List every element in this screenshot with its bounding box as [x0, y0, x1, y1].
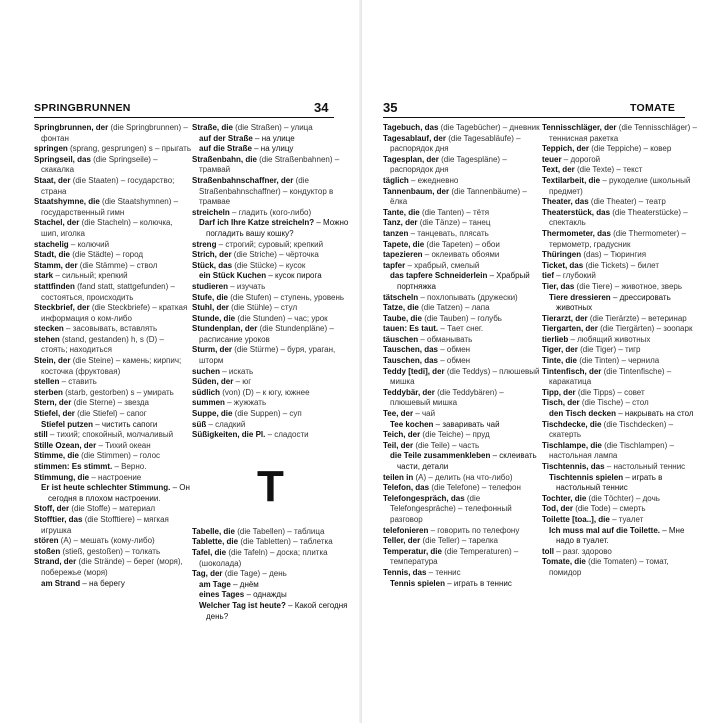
- dictionary-entry: Textilarbeit, die – рукоделие (школьный предмет): [542, 175, 691, 196]
- dictionary-entry: streicheln – гладить (кого-либо): [192, 207, 312, 217]
- dictionary-entry: tauen: Es taut. – Тает снег.: [383, 324, 484, 334]
- dictionary-entry: Tannenbaum, der (die Tannenbäume) – ёлка: [383, 186, 527, 207]
- dictionary-entry: Tablette, die (die Tabletten) – таблетка: [192, 537, 333, 547]
- right-column-2: [542, 123, 699, 579]
- example-phrase: Tennis spielen – играть в теннис: [390, 578, 512, 588]
- dictionary-entry: Süden, der – юг: [192, 377, 252, 387]
- dictionary-entry: Tomate, die (die Tomaten) – томат, помидор: [542, 557, 669, 577]
- example-phrase: das tapfere Schneiderlein – Храбрый портняжка: [390, 271, 530, 291]
- header-rule-left: [34, 117, 334, 118]
- left-column-2-top: [192, 123, 349, 441]
- dictionary-entry: Tapete, die (die Tapeten) – обои: [383, 239, 500, 249]
- left-column-2-bottom: [192, 527, 349, 622]
- example-phrase: Welcher Tag ist heute? – Какой сегодня день?: [199, 600, 348, 621]
- dictionary-entry: Steckbrief, der (die Steckbriefe) – краткая информация о ком-либо: [34, 303, 188, 323]
- dictionary-entry: Telefon, das (die Telefone) – телефон: [383, 483, 521, 493]
- left-column-1: [34, 123, 191, 589]
- dictionary-entry: telefonieren – говорить по телефону: [383, 525, 520, 535]
- dictionary-entry: tief – глубокий: [542, 271, 596, 281]
- dictionary-entry: Tennisschläger, der (die Tennisschläger) – теннисная ракетка: [542, 123, 697, 143]
- dictionary-entry: Tagebuch, das (die Tagebücher) – дневник: [383, 123, 540, 132]
- dictionary-entry: Thermometer, das (die Thermometer) – термометр, градусник: [542, 228, 686, 249]
- example-phrase: Tiere dressieren – дрессировать животных: [549, 292, 671, 313]
- dictionary-entry: Tagesplan, der (die Tagespläne) – распорядок дня: [383, 154, 507, 175]
- dictionary-entry: Stufe, die (die Stufen) – ступень, уровень: [192, 292, 345, 302]
- dictionary-entry: Tod, der (die Tode) – смерть: [542, 504, 646, 514]
- example-phrase: am Tage – днём: [199, 579, 259, 589]
- dictionary-entry: Stoff, der (die Stoffe) – материал: [34, 504, 156, 514]
- dictionary-entry: Springseil, das (die Springseile) – скакалка: [34, 154, 158, 175]
- dictionary-entry: Taube, die (die Tauben) – голубь: [383, 313, 502, 323]
- dictionary-entry: Straßenbahnschaffner, der (die Straßenbahnschaffner) – кондуктор в трамвае: [192, 175, 334, 207]
- dictionary-entry: Sturm, der (die Stürme) – буря, ураган, шторм: [192, 345, 336, 366]
- dictionary-entry: Text, der (die Texte) – текст: [542, 165, 643, 175]
- dictionary-entry: Toilette [toa..], die – туалет: [542, 514, 644, 524]
- dictionary-entry: Stundenplan, der (die Stundenpläne) – расписание уроков: [192, 324, 334, 344]
- dictionary-entry: Temperatur, die (die Temperaturen) – температура: [383, 546, 519, 567]
- example-phrase: Ich muss mal auf die Toilette. – Мне надо в туалет.: [549, 525, 685, 546]
- section-letter: T: [257, 461, 284, 511]
- right-column-1: [383, 123, 540, 589]
- dictionary-entry: Stadt, die (die Städte) – город: [34, 250, 144, 260]
- dictionary-entry: Stimme, die (die Stimmen) – голос: [34, 451, 161, 461]
- dictionary-entry: tanzen – танцевать, плясать: [383, 228, 489, 238]
- dictionary-entry: Tintenfisch, der (die Tintenfische) – каракатица: [542, 366, 672, 387]
- dictionary-entry: Tauschen, das – обмен: [383, 356, 471, 366]
- dictionary-entry: Stunde, die (die Stunden) – час; урок: [192, 313, 328, 323]
- dictionary-entry: Stachel, der (die Stacheln) – колючка, шип, иголка: [34, 218, 173, 238]
- page-number-left: 34: [314, 100, 329, 115]
- example-phrase: Darf ich Ihre Katze streicheln? – Можно погладить вашу кошку?: [199, 218, 349, 238]
- dictionary-entry: Tafel, die (die Tafeln) – доска; плитка (шоколада): [192, 548, 328, 568]
- dictionary-entry: teilen in (A) – делить (на что-либо): [383, 472, 513, 482]
- dictionary-entry: Stein, der (die Steine) – камень; кирпич; косточка (фруктовая): [34, 356, 182, 376]
- dictionary-entry: Staat, der (die Staaten) – государство; страна: [34, 175, 175, 196]
- dictionary-entry: Tee, der – чай: [383, 409, 436, 419]
- dictionary-entry: Tischlampe, die (die Tischlampen) – настольная лампа: [542, 440, 674, 461]
- dictionary-entry: Tiergarten, der (die Tiergärten) – зоопарк: [542, 324, 693, 334]
- page-number-right: 35: [383, 100, 398, 115]
- dictionary-entry: stoßen (stieß, gestoßen) – толкать: [34, 546, 161, 556]
- running-head-left: SPRINGBRUNNEN: [34, 102, 131, 114]
- dictionary-entry: Stiefel, der (die Stiefel) – сапог: [34, 409, 147, 419]
- dictionary-entry: Stofftier, das (die Stofftiere) – мягкая игрушка: [34, 514, 169, 535]
- example-phrase: Stiefel putzen – чистить сапоги: [41, 419, 158, 429]
- dictionary-entry: Thüringen (das) – Тюрингия: [542, 250, 647, 260]
- dictionary-entry: Teich, der (die Teiche) – пруд: [383, 430, 490, 440]
- right-page: [362, 0, 723, 723]
- dictionary-entry: Theaterstück, das (die Theaterstücke) – спектакль: [542, 207, 688, 228]
- dictionary-entry: Tante, die (die Tanten) – тётя: [383, 207, 490, 217]
- dictionary-entry: südlich (von) (D) – к югу, южнее: [192, 387, 310, 397]
- dictionary-entry: Tabelle, die (die Tabellen) – таблица: [192, 526, 325, 536]
- dictionary-entry: Stern, der (die Sterne) – звезда: [34, 398, 149, 408]
- example-phrase: am Strand – на берегу: [41, 578, 125, 588]
- dictionary-entry: suchen – искать: [192, 366, 254, 376]
- dictionary-entry: Tier, das (die Tiere) – животное, зверь: [542, 281, 683, 291]
- dictionary-entry: sterben (starb, gestorben) s – умирать: [34, 387, 174, 397]
- dictionary-entry: Tagesablauf, der (die Tagesabläufe) – распорядок дня: [383, 133, 521, 154]
- dictionary-entry: Strich, der (die Striche) – чёрточка: [192, 250, 319, 260]
- dictionary-entry: Tauschen, das – обмен: [383, 345, 471, 355]
- dictionary-entry: süß – сладкий: [192, 419, 246, 429]
- example-phrase: Tischtennis spielen – играть в настольный теннис: [549, 472, 663, 493]
- dictionary-entry: Stück, das (die Stücke) – кусок: [192, 260, 306, 270]
- dictionary-entry: tapfer – храбрый, смелый: [383, 260, 480, 270]
- dictionary-entry: Staatshymne, die (die Staatshymnen) – государственный гимн: [34, 197, 179, 217]
- dictionary-entry: stimmen: Es stimmt. – Верно.: [34, 462, 147, 471]
- example-phrase: ein Stück Kuchen – кусок пирога: [199, 271, 322, 281]
- dictionary-entry: Stamm, der (die Stämme) – ствол: [34, 260, 158, 270]
- dictionary-entry: stattfinden (fand statt, stattgefunden) – состояться, происходить: [34, 281, 175, 302]
- dictionary-entry: Tag, der (die Tage) – день: [192, 569, 287, 579]
- dictionary-entry: Straße, die (die Straßen) – улица: [192, 123, 313, 132]
- dictionary-entry: summen – жужжать: [192, 398, 267, 408]
- dictionary-entry: streng – строгий; суровый; крепкий: [192, 239, 324, 249]
- dictionary-entry: stehen (stand, gestanden) h, s (D) – стоять; находиться: [34, 334, 164, 355]
- dictionary-entry: tierlieb – любящий животных: [542, 334, 651, 344]
- example-phrase: Tee kochen – заваривать чай: [390, 419, 500, 429]
- dictionary-entry: still – тихий; спокойный, молчаливый: [34, 430, 174, 440]
- example-phrase: die Teile zusammenkleben – склеивать части, детали: [390, 451, 537, 471]
- dictionary-entry: Tatze, die (die Tatzen) – лапа: [383, 303, 490, 313]
- example-phrase: Er ist heute schlechter Stimmung. – Он сегодня в плохом настроении.: [41, 483, 190, 503]
- dictionary-entry: teuer – дорогой: [542, 154, 601, 164]
- example-phrase: eines Tages – однажды: [199, 590, 287, 600]
- dictionary-entry: Tischtennis, das – настольный теннис: [542, 462, 686, 471]
- left-page: [0, 0, 361, 723]
- dictionary-entry: Theater, das (die Theater) – театр: [542, 197, 666, 207]
- dictionary-entry: Tochter, die (die Töchter) – дочь: [542, 493, 660, 503]
- dictionary-entry: studieren – изучать: [192, 281, 266, 291]
- dictionary-entry: toll – разг. здорово: [542, 546, 612, 556]
- dictionary-entry: täuschen – обманывать: [383, 334, 473, 344]
- dictionary-entry: Tanz, der (die Tänze) – танец: [383, 218, 491, 228]
- dictionary-entry: Springbrunnen, der (die Springbrunnen) – фонтан: [34, 123, 188, 143]
- dictionary-entry: täglich – ежедневно: [383, 175, 459, 185]
- dictionary-entry: springen (sprang, gesprungen) s – прыгать: [34, 144, 192, 154]
- dictionary-entry: Tierarzt, der (die Tierärzte) – ветеринар: [542, 313, 687, 323]
- dictionary-entry: stören (A) – мешать (кому-либо): [34, 536, 155, 546]
- dictionary-entry: stark – сильный; крепкий: [34, 271, 128, 281]
- dictionary-entry: Tiger, der (die Tiger) – тигр: [542, 345, 641, 355]
- dictionary-entry: Süßigkeiten, die Pl. – сладости: [192, 430, 309, 440]
- example-phrase: auf die Straße – на улицу: [199, 144, 294, 154]
- dictionary-entry: Ticket, das (die Tickets) – билет: [542, 260, 660, 270]
- dictionary-entry: Teil, der (die Teile) – часть: [383, 440, 480, 450]
- dictionary-entry: Teddy [tedi], der (die Teddys) – плюшевый мишка: [383, 366, 540, 387]
- dictionary-entry: Straßenbahn, die (die Straßenbahnen) – трамвай: [192, 154, 340, 175]
- dictionary-entry: stachelig – колючий: [34, 239, 110, 249]
- example-phrase: den Tisch decken – накрывать на стол: [549, 409, 694, 419]
- dictionary-entry: stecken – засовывать, вставлять: [34, 324, 158, 334]
- dictionary-entry: Stille Ozean, der – Тихий океан: [34, 440, 151, 450]
- dictionary-entry: tätscheln – похлопывать (дружески): [383, 292, 518, 302]
- dictionary-entry: Tisch, der (die Tische) – стол: [542, 398, 649, 408]
- dictionary-entry: Tinte, die (die Tinten) – чернила: [542, 356, 660, 366]
- example-phrase: auf der Straße – на улице: [199, 133, 295, 143]
- left-column-2: [192, 123, 349, 622]
- dictionary-entry: Teddybär, der (die Teddybären) – плюшевый мишка: [383, 387, 504, 408]
- dictionary-entry: Stuhl, der (die Stühle) – стул: [192, 303, 298, 313]
- dictionary-entry: stellen – ставить: [34, 377, 97, 387]
- running-head-right: TOMATE: [630, 102, 676, 114]
- dictionary-entry: Tipp, der (die Tipps) – совет: [542, 387, 645, 397]
- dictionary-entry: Teller, der (die Teller) – тарелка: [383, 536, 498, 546]
- dictionary-entry: Telefongespräch, das (die Telefongespräche) – телефонный разговор: [383, 493, 512, 524]
- dictionary-entry: Strand, der (die Strände) – берег (моря), побережье (моря): [34, 557, 183, 577]
- dictionary-entry: Tischdecke, die (die Tischdecken) – скатерть: [542, 419, 674, 440]
- dictionary-entry: Teppich, der (die Teppiche) – ковер: [542, 144, 672, 154]
- dictionary-entry: Stimmung, die – настроение: [34, 472, 142, 482]
- header-rule-right: [383, 117, 685, 118]
- dictionary-entry: Tennis, das – теннис: [383, 567, 461, 577]
- dictionary-entry: Suppe, die (die Suppen) – суп: [192, 409, 302, 419]
- dictionary-entry: tapezieren – оклеивать обоями: [383, 250, 500, 260]
